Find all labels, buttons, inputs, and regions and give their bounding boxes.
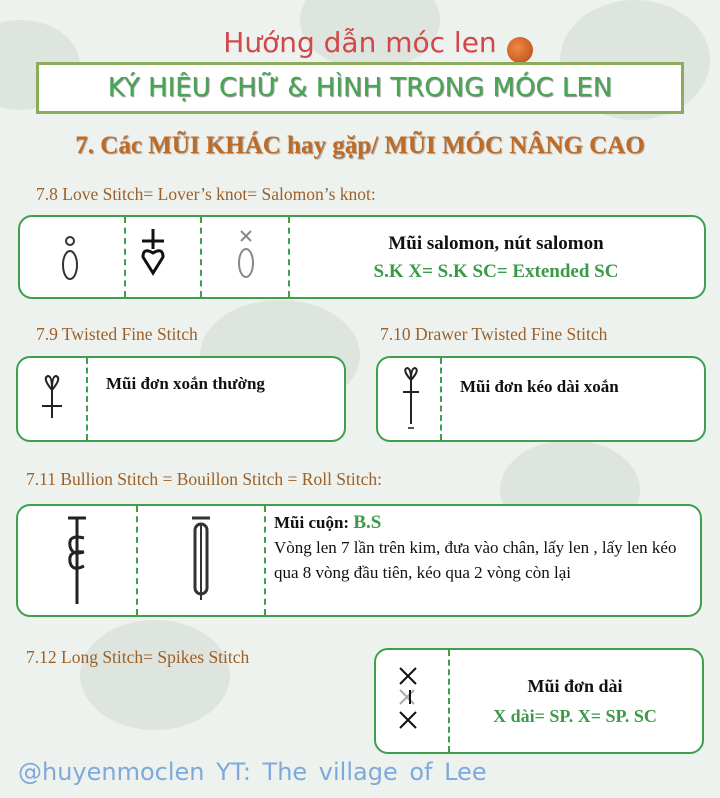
banner-title: KÝ HIỆU CHỮ & HÌNH TRONG MÓC LEN xyxy=(36,62,684,114)
label-7-8: 7.8 Love Stitch= Lover’s knot= Salomon’s knot: xyxy=(36,184,376,204)
label-7-9: 7.9 Twisted Fine Stitch xyxy=(36,324,198,344)
stitch-name: Mũi đơn dài xyxy=(527,676,623,696)
stitch-abbreviation: S.K X= S.K SC= Extended SC xyxy=(373,261,619,282)
stitch-instructions: Vòng len 7 lần trên kim, đưa vào chân, lấy len , lấy len kéo qua 8 vòng đầu tiên, kéo qua 2 vòng còn lại xyxy=(274,538,677,582)
stitch-card-7-9 xyxy=(16,356,346,442)
stitch-description-block xyxy=(274,510,694,585)
spike-stitch-symbol-icon xyxy=(396,664,422,732)
stitch-card-7-8 xyxy=(18,215,706,299)
love-stitch-symbol-icon xyxy=(58,235,82,281)
footer-credit: @huyenmoclen YT: The village of Lee xyxy=(18,758,487,786)
bullion-stitch-alt-symbol-icon xyxy=(188,514,214,604)
stitch-card-7-11 xyxy=(16,504,702,617)
extended-sc-symbol-icon xyxy=(234,229,258,281)
label-7-12: 7.12 Long Stitch= Spikes Stitch xyxy=(26,647,250,667)
label-7-11: 7.11 Bullion Stitch = Bouillon Stitch = Roll Stitch: xyxy=(26,469,382,489)
section-heading: 7. Các MŨI KHÁC hay gặp/ MŨI MÓC NÂNG CAO xyxy=(75,132,645,159)
yarn-ball-icon xyxy=(507,37,533,63)
stitch-name: Mũi salomon, nút salomon xyxy=(388,233,604,254)
stitch-abbreviation: X dài= SP. X= SP. SC xyxy=(493,706,657,726)
stitch-name: Mũi đơn xoắn thường xyxy=(106,374,265,393)
love-stitch-heart-symbol-icon xyxy=(138,227,168,277)
bullion-stitch-symbol-icon xyxy=(62,514,92,608)
stitch-card-7-12 xyxy=(374,648,704,754)
stitch-name: Mũi cuộn: xyxy=(274,513,350,532)
page-title: Hướng dẫn móc len xyxy=(223,26,497,59)
label-7-10: 7.10 Drawer Twisted Fine Stitch xyxy=(380,324,608,344)
stitch-card-7-10 xyxy=(376,356,706,442)
stitch-abbreviation: B.S xyxy=(353,512,382,533)
twisted-stitch-symbol-icon xyxy=(38,370,66,420)
drawer-twisted-stitch-symbol-icon xyxy=(398,364,424,432)
stitch-name: Mũi đơn kéo dài xoắn xyxy=(460,377,619,396)
